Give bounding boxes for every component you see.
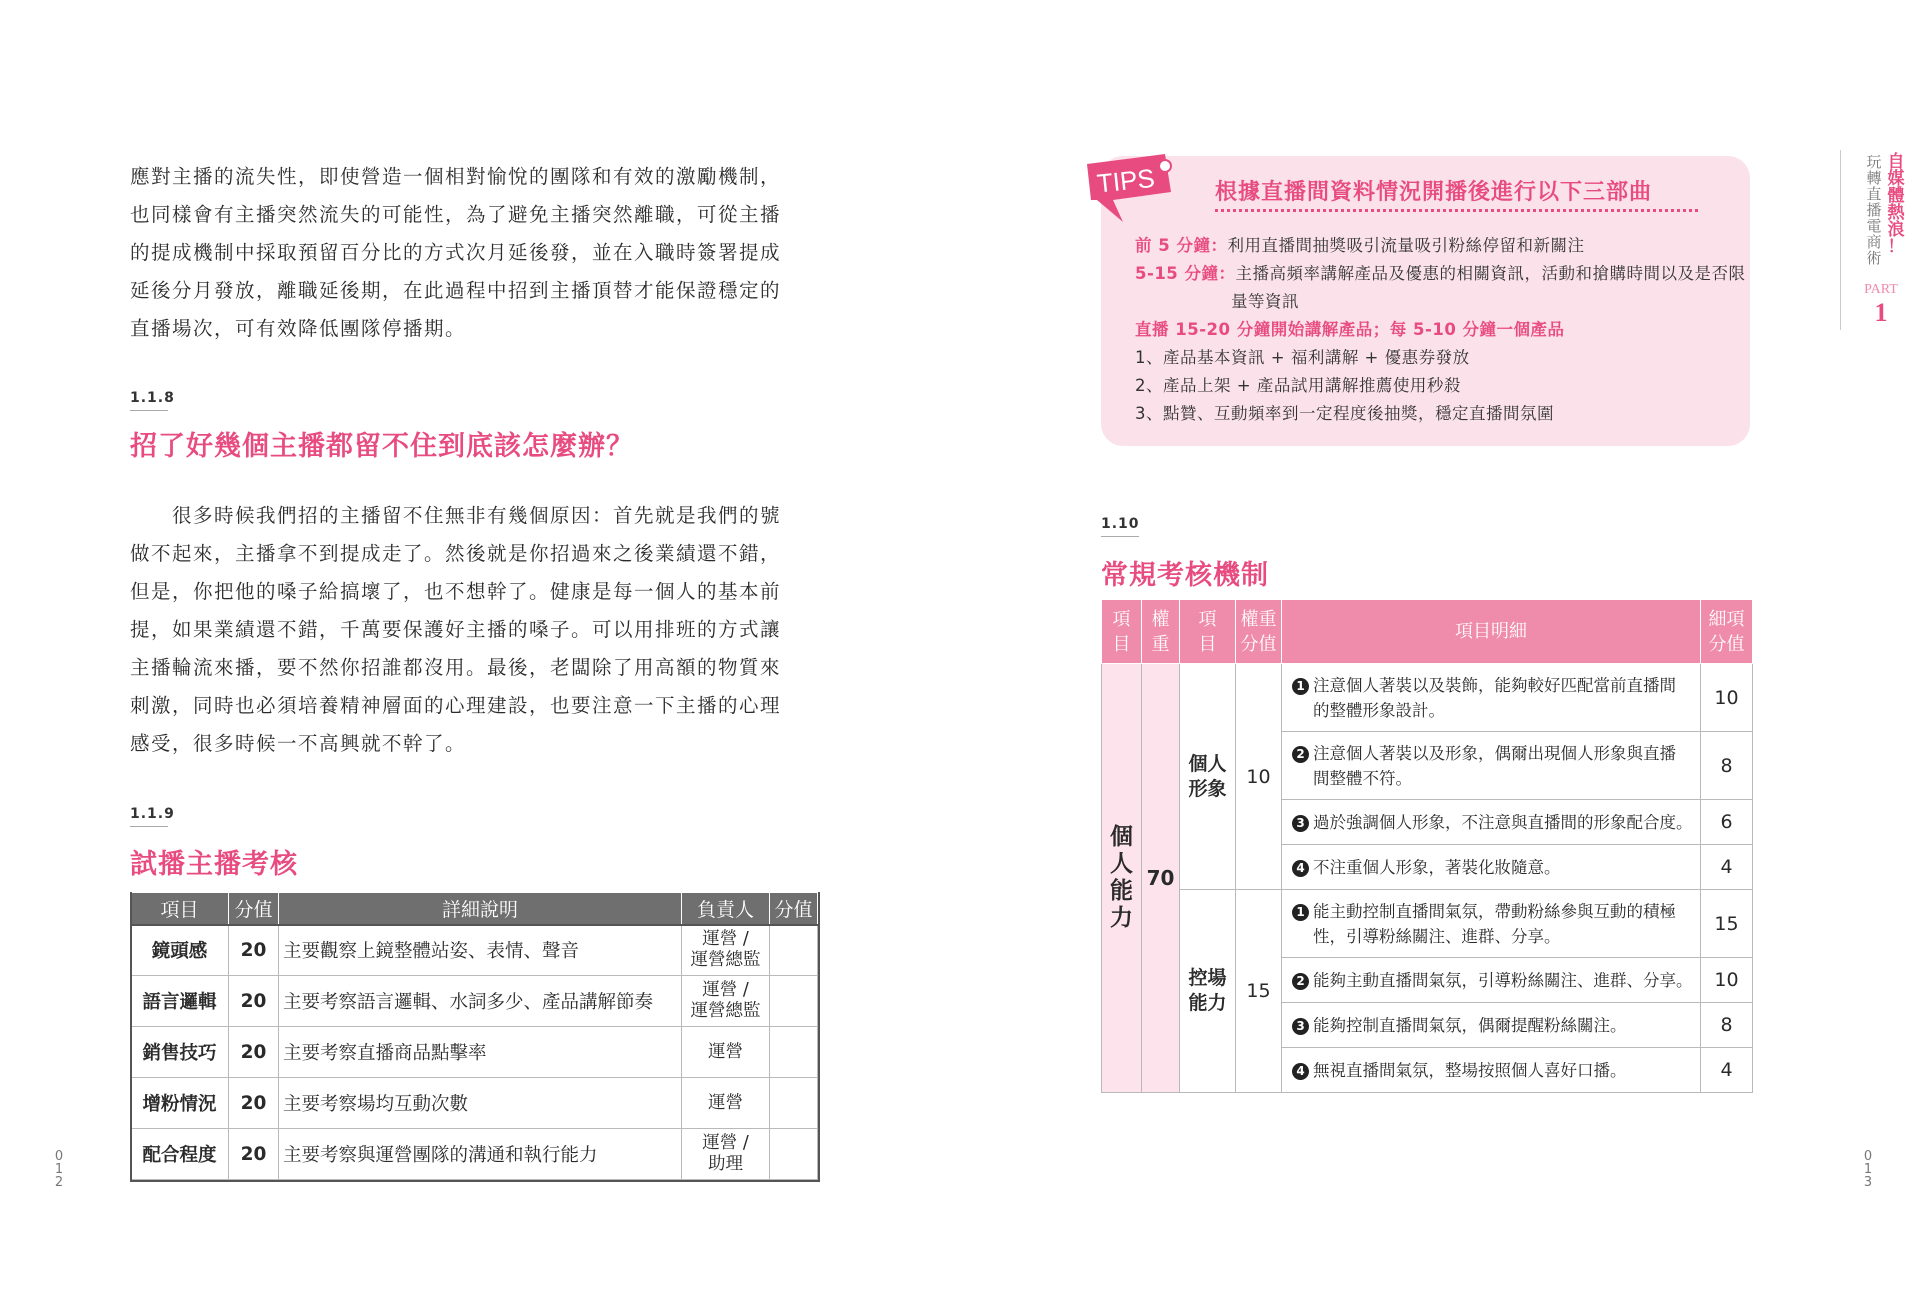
lightbulb-icon	[1159, 160, 1171, 172]
header-text: 項	[1198, 608, 1217, 630]
header-text: 分值	[1240, 633, 1277, 655]
chapter-side-tab	[1840, 140, 1920, 350]
row-item: 銷售技巧	[131, 1027, 229, 1078]
resp-line: 運營 /	[702, 929, 749, 950]
table-row	[1102, 664, 1753, 732]
resp-line: 運營 /	[702, 980, 749, 1000]
tips-line-2-cont: 量等資訊	[1231, 292, 1299, 311]
intro-line: 直播場次，可有效降低團隊停播期。	[130, 317, 467, 340]
row-score: 20	[229, 1129, 279, 1180]
detail-text: 能夠控制直播間氣氛，偶爾提醒粉絲關注。	[1313, 1015, 1627, 1035]
section-number-110: 1.10	[1101, 516, 1140, 532]
side-title-gray: 玩 轉 直 播 電 商 術	[1866, 153, 1882, 267]
resp-line: 運營總監	[690, 950, 761, 971]
detail-text: 能主動控制直播間氣氛，帶動粉絲參與互動的積極	[1313, 901, 1676, 921]
resp-line: 助理	[708, 1154, 743, 1174]
col-header-desc: 詳細說明	[279, 893, 682, 925]
row-desc: 主要考察與運營團隊的溝通和執行能力	[279, 1129, 682, 1180]
number-badge: 1	[1292, 678, 1309, 695]
detail-cell	[1282, 958, 1701, 1003]
detail-text: 間整體不符。	[1313, 768, 1412, 788]
table-row	[131, 1129, 818, 1180]
intro-paragraph	[130, 158, 820, 348]
header-text: 權重	[1240, 608, 1277, 630]
header-text: 權	[1151, 608, 1170, 630]
detail-cell	[1282, 664, 1701, 732]
table-row	[131, 976, 818, 1027]
col-header-score2: 分值	[770, 893, 818, 925]
tips-badge-text: TIPS	[1095, 162, 1157, 199]
row-score: 20	[229, 976, 279, 1027]
row-resp	[682, 1129, 770, 1180]
tips-step: 1、產品基本資訊 + 福利講解 + 優惠券發放	[1135, 348, 1470, 367]
col-header-category	[1102, 600, 1142, 664]
intro-line: 也同樣會有主播突然流失的可能性，為了避免主播突然離職，可從主播	[130, 203, 782, 226]
detail-cell	[1282, 890, 1701, 958]
subitem-cell	[1180, 890, 1236, 1093]
row-blank	[770, 1129, 818, 1180]
side-title-pink: 自 媒 體 熱 浪 ！	[1887, 152, 1905, 257]
row-desc: 主要考察語言邏輯、水詞多少、產品講解節奏	[279, 976, 682, 1027]
intro-line: 延後分月發放，離職延後期，在此過程中招到主播頂替才能保證穩定的	[130, 279, 782, 302]
number-badge: 4	[1292, 860, 1309, 877]
subitem-text: 控場	[1188, 967, 1227, 989]
table-header-row	[131, 893, 818, 925]
section-title-118: 招了好幾個主播都留不住到底該怎麼辦？	[130, 431, 634, 462]
part-label: PART	[1864, 282, 1898, 297]
points-cell: 8	[1701, 1003, 1753, 1048]
col-header-points	[1701, 600, 1753, 664]
col-header-subweight	[1236, 600, 1282, 664]
part-number: 1	[1874, 298, 1888, 327]
points-cell: 15	[1701, 890, 1753, 958]
detail-cell	[1282, 732, 1701, 800]
right-page	[960, 0, 1920, 1298]
section-number-118: 1.1.8	[130, 390, 175, 406]
col-header-score: 分值	[229, 893, 279, 925]
regular-assessment-table	[1101, 599, 1753, 1093]
category-weight: 70	[1142, 664, 1180, 1093]
row-item: 鏡頭感	[131, 925, 229, 976]
section-title-119: 試播主播考核	[130, 849, 298, 880]
row-blank	[770, 976, 818, 1027]
row-blank	[770, 925, 818, 976]
col-header-subitem	[1180, 600, 1236, 664]
detail-text: 注意個人著裝以及裝飾，能夠較好匹配當前直播間	[1313, 675, 1676, 695]
points-cell: 8	[1701, 732, 1753, 800]
tips-key: 前 5 分鐘：	[1135, 236, 1228, 255]
resp-line: 運營總監	[690, 1001, 761, 1021]
page-number-text: 0 1 2	[54, 1149, 64, 1190]
row-resp	[682, 976, 770, 1027]
points-cell: 4	[1701, 1048, 1753, 1093]
subitem-text: 形象	[1188, 777, 1227, 800]
row-score: 20	[229, 925, 279, 976]
header-text: 分值	[1708, 633, 1745, 655]
row-score: 20	[229, 1078, 279, 1129]
body-line: 刺激，同時也必須培養精神層面的心理建設，也要注意一下主播的心理	[130, 694, 782, 717]
tips-divider	[1215, 209, 1698, 212]
points-cell: 4	[1701, 845, 1753, 890]
points-cell: 10	[1701, 664, 1753, 732]
header-text: 目	[1112, 633, 1131, 655]
page-number-text: 0 1 3	[1863, 1149, 1873, 1190]
detail-cell	[1282, 845, 1701, 890]
subitem-text: 能力	[1188, 992, 1227, 1014]
subitem-text: 個人	[1188, 752, 1227, 775]
resp-line: 運營 /	[702, 1133, 749, 1153]
body-line: 很多時候我們招的主播留不住無非有幾個原因：首先就是我們的號	[130, 504, 782, 527]
section-title-110: 常規考核機制	[1101, 560, 1269, 591]
category-text: 個 人 能 力	[1110, 824, 1133, 931]
tips-badge	[1083, 152, 1175, 222]
row-score: 20	[229, 1027, 279, 1078]
body-line: 感受，很多時候一不高興就不幹了。	[130, 732, 467, 755]
category-cell	[1102, 664, 1142, 1093]
row-item: 增粉情況	[131, 1078, 229, 1129]
page-number-right	[1861, 1150, 1875, 1189]
tips-line-1	[1135, 232, 1584, 256]
number-badge: 2	[1292, 973, 1309, 990]
table-row	[131, 1027, 818, 1078]
subitem-cell	[1180, 664, 1236, 890]
tips-text: 利用直播間抽獎吸引流量吸引粉絲停留和新關注	[1227, 236, 1585, 255]
detail-text: 過於強調個人形象，不注意與直播間的形象配合度。	[1313, 812, 1693, 832]
col-header-weight	[1142, 600, 1180, 664]
subitem-weight: 10	[1236, 664, 1282, 890]
col-header-item: 項目	[131, 893, 229, 925]
header-text: 目	[1198, 633, 1217, 655]
col-header-resp: 負責人	[682, 893, 770, 925]
detail-cell	[1282, 1003, 1701, 1048]
table-row	[131, 925, 818, 976]
tips-key: 5-15 分鐘：	[1135, 264, 1236, 283]
row-resp: 運營	[682, 1078, 770, 1129]
page-number-left	[52, 1150, 66, 1189]
row-resp	[682, 925, 770, 976]
tips-heading: 根據直播間資料情況開播後進行以下三部曲	[1215, 180, 1653, 205]
body-line: 提，如果業績還不錯，千萬要保護好主播的嗓子。可以用排班的方式讓	[130, 618, 782, 641]
row-desc: 主要考察直播商品點擊率	[279, 1027, 682, 1078]
row-blank	[770, 1078, 818, 1129]
subitem-weight: 15	[1236, 890, 1282, 1093]
trial-assessment-table	[130, 892, 818, 1180]
detail-text: 性，引導粉絲關注、進群、分享。	[1313, 926, 1561, 946]
row-item: 語言邏輯	[131, 976, 229, 1027]
tips-text: 主播高頻率講解產品及優惠的相關資訊，活動和搶購時間以及是否限	[1235, 264, 1746, 283]
tips-line-2	[1135, 260, 1746, 284]
intro-line: 應對主播的流失性，即使營造一個相對愉悅的團隊和有效的激勵機制，	[130, 165, 782, 188]
body-line: 做不起來，主播拿不到提成走了。然後就是你招過來之後業績還不錯，	[130, 542, 782, 565]
row-blank	[770, 1027, 818, 1078]
detail-text: 不注重個人形象，著裝化妝隨意。	[1313, 857, 1561, 877]
detail-text: 能夠主動直播間氣氛，引導粉絲關注、進群、分享。	[1313, 970, 1693, 990]
detail-cell	[1282, 1048, 1701, 1093]
row-resp: 運營	[682, 1027, 770, 1078]
intro-line: 的提成機制中採取預留百分比的方式次月延後發，並在入職時簽署提成	[130, 241, 782, 264]
number-badge: 1	[1292, 904, 1309, 921]
table-row	[1102, 890, 1753, 958]
header-text: 項	[1112, 608, 1131, 630]
number-badge: 3	[1292, 1018, 1309, 1035]
points-cell: 6	[1701, 800, 1753, 845]
tips-step: 2、產品上架 + 產品試用講解推薦使用秒殺	[1135, 376, 1461, 395]
side-divider	[1840, 150, 1841, 330]
row-desc: 主要觀察上鏡整體站姿、表情、聲音	[279, 925, 682, 976]
detail-text: 的整體形象設計。	[1313, 700, 1445, 720]
row-item: 配合程度	[131, 1129, 229, 1180]
body-line: 但是，你把他的嗓子給搞壞了，也不想幹了。健康是每一個人的基本前	[130, 580, 782, 603]
detail-cell	[1282, 800, 1701, 845]
section-number-119: 1.1.9	[130, 806, 175, 822]
tips-step: 3、點贊、互動頻率到一定程度後抽獎，穩定直播間氛圍	[1135, 404, 1554, 423]
number-badge: 2	[1292, 746, 1309, 763]
row-desc: 主要考察場均互動次數	[279, 1078, 682, 1129]
tips-line-3: 直播 15-20 分鐘開始講解產品；每 5-10 分鐘一個產品	[1135, 320, 1565, 339]
detail-text: 注意個人著裝以及形象，偶爾出現個人形象與直播	[1313, 743, 1676, 763]
table-header-row	[1102, 600, 1753, 664]
points-cell: 10	[1701, 958, 1753, 1003]
col-header-detail: 項目明細	[1282, 600, 1701, 664]
header-text: 重	[1151, 633, 1170, 655]
detail-text: 無視直播間氣氛，整場按照個人喜好口播。	[1313, 1060, 1627, 1080]
number-badge: 4	[1292, 1063, 1309, 1080]
table-row	[131, 1078, 818, 1129]
number-badge: 3	[1292, 815, 1309, 832]
header-text: 細項	[1708, 608, 1745, 630]
body-line: 主播輪流來播，要不然你招誰都沒用。最後，老闆除了用高額的物質來	[130, 656, 782, 679]
section-118-paragraph	[130, 497, 820, 763]
